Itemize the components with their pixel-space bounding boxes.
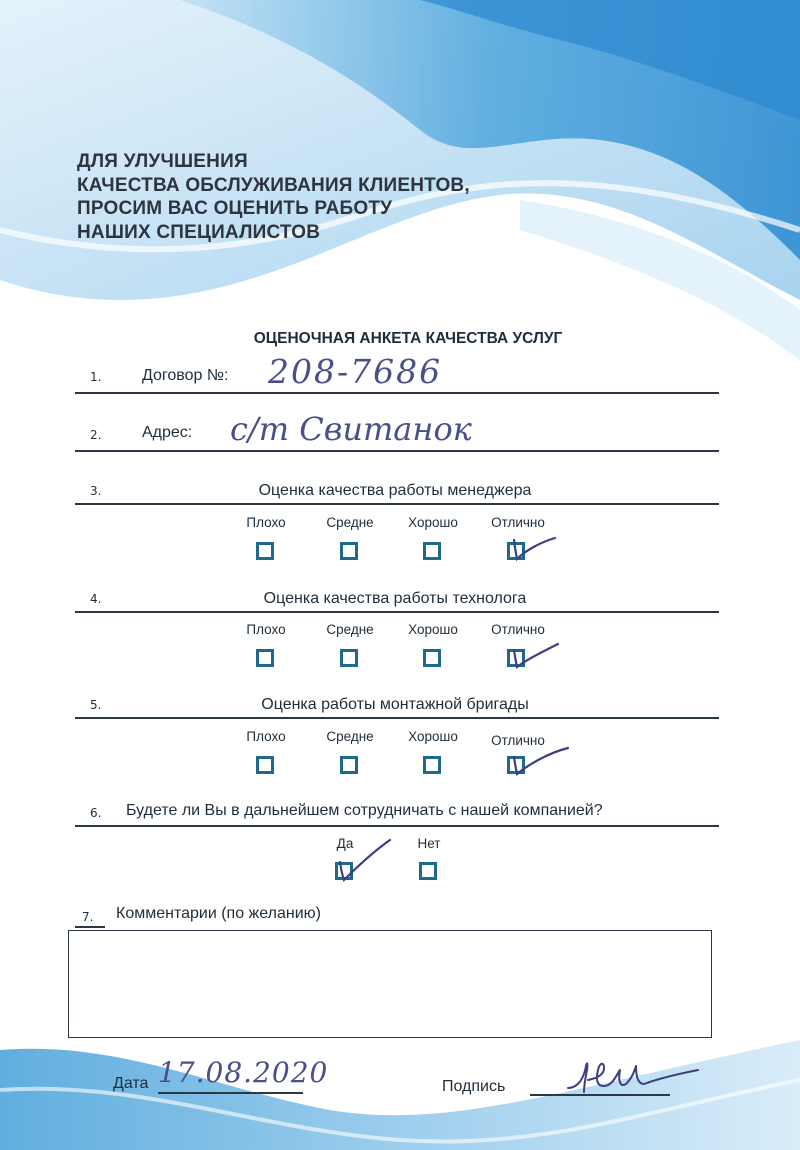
question-number: 4.	[90, 592, 102, 606]
installation-checkbox-good[interactable]	[423, 756, 441, 774]
question-number: 7.	[82, 910, 94, 924]
option-label-good: Хорошо	[408, 515, 458, 530]
option-label-excellent: Отлично	[491, 733, 545, 748]
technologist-checkbox-good[interactable]	[423, 649, 441, 667]
checkmark-icon	[500, 743, 572, 783]
heading-line: НАШИХ СПЕЦИАЛИСТОВ	[77, 221, 321, 243]
question-number: 1.	[90, 370, 102, 384]
contract-number-label: Договор №:	[142, 367, 229, 384]
manager-checkbox-good[interactable]	[423, 542, 441, 560]
signature-image	[560, 1058, 700, 1100]
contract-underline	[75, 392, 719, 394]
option-label-average: Средне	[326, 515, 374, 530]
heading-line: ДЛЯ УЛУЧШЕНИЯ	[77, 151, 248, 172]
contract-number-field[interactable]: 208-7686	[268, 352, 443, 391]
option-label-average: Средне	[326, 729, 374, 744]
installation-checkbox-average[interactable]	[340, 756, 358, 774]
manager-rating-label: Оценка качества работы менеджера	[258, 482, 532, 499]
heading-line: КАЧЕСТВА ОБСЛУЖИВАНИЯ КЛИЕНТОВ,	[77, 174, 470, 196]
technologist-checkbox-poor[interactable]	[256, 649, 274, 667]
signature-label: Подпись	[442, 1078, 506, 1095]
manager-checkbox-poor[interactable]	[256, 542, 274, 560]
option-label-poor: Плохо	[246, 729, 286, 744]
technologist-underline	[75, 611, 719, 613]
date-label: Дата	[113, 1075, 149, 1092]
option-label-average: Средне	[326, 622, 374, 637]
option-label-poor: Плохо	[246, 515, 286, 530]
technologist-rating-label: Оценка качества работы технолога	[263, 590, 527, 607]
cooperation-checkbox-no[interactable]	[419, 862, 437, 880]
heading-line: ПРОСИМ ВАС ОЦЕНИТЬ РАБОТУ	[77, 198, 393, 219]
question-number: 2.	[90, 428, 102, 442]
option-label-excellent: Отлично	[491, 622, 545, 637]
manager-underline	[75, 503, 719, 505]
page-heading	[77, 150, 470, 244]
cooperation-question-label: Будете ли Вы в дальнейшем сотрудничать с нашей компанией?	[126, 802, 603, 819]
checkmark-icon	[330, 836, 394, 884]
option-label-no: Нет	[417, 836, 441, 851]
checkmark-icon	[500, 528, 560, 568]
option-label-excellent: Отлично	[491, 515, 545, 530]
option-label-poor: Плохо	[246, 622, 286, 637]
date-field[interactable]: 17.08.2020	[158, 1056, 329, 1089]
address-underline	[75, 450, 719, 452]
address-field[interactable]: с/т Свитанок	[230, 410, 472, 448]
option-label-good: Хорошо	[408, 622, 458, 637]
option-label-yes: Да	[336, 836, 354, 851]
comments-textarea[interactable]	[68, 930, 712, 1038]
installation-rating-label: Оценка работы монтажной бригады	[261, 696, 529, 713]
checkmark-icon	[500, 636, 562, 676]
comments-label: Комментарии (по желанию)	[116, 905, 321, 922]
technologist-checkbox-average[interactable]	[340, 649, 358, 667]
installation-checkbox-poor[interactable]	[256, 756, 274, 774]
comments-number-underline	[75, 926, 105, 928]
option-label-good: Хорошо	[408, 729, 458, 744]
question-number: 3.	[90, 484, 102, 498]
cooperation-underline	[75, 825, 719, 827]
address-label: Адрес:	[142, 424, 193, 441]
date-underline	[158, 1092, 303, 1094]
form-title: ОЦЕНОЧНАЯ АНКЕТА КАЧЕСТВА УСЛУГ	[253, 330, 563, 347]
question-number: 6.	[90, 806, 102, 820]
installation-underline	[75, 717, 719, 719]
question-number: 5.	[90, 698, 102, 712]
manager-checkbox-average[interactable]	[340, 542, 358, 560]
